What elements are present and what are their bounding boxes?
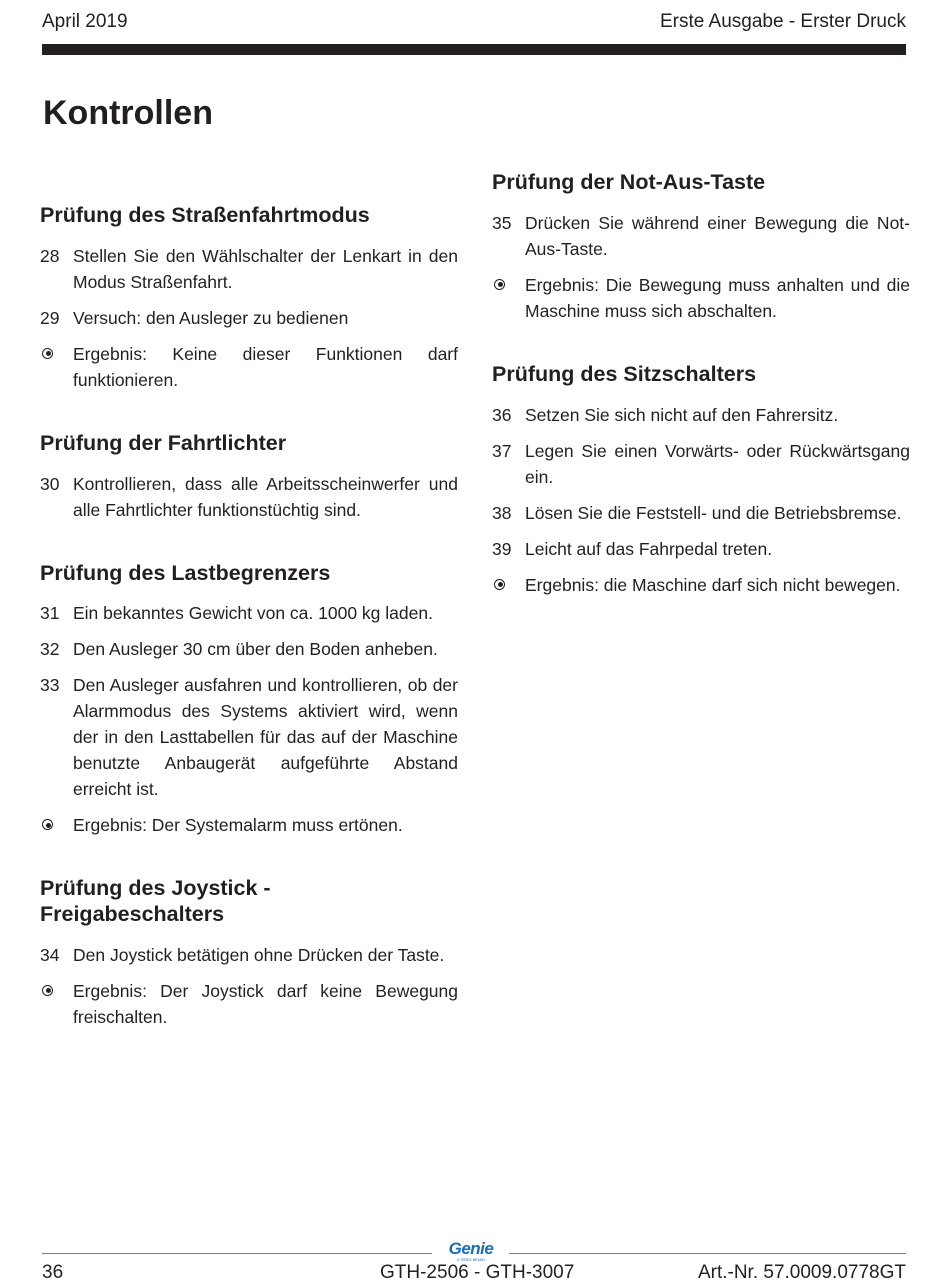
step-text: Versuch: den Ausleger zu bedienen: [73, 307, 349, 328]
list-item: [492, 438, 910, 490]
list-item: [40, 636, 458, 662]
result-bullet-icon: [492, 572, 525, 598]
result-text: Ergebnis: Keine dieser Funktionen darf funktionieren.: [73, 343, 458, 390]
logo-wordmark: Genie: [448, 1239, 494, 1258]
section-sitzschalter: [492, 362, 910, 598]
result-bullet-icon: [40, 812, 73, 838]
list-item: [492, 536, 910, 562]
section-strassenfahrtmodus: [40, 203, 458, 393]
list-item: [492, 402, 910, 428]
step-number: 38: [492, 502, 512, 523]
section-heading: Prüfung der Fahrtlichter: [40, 430, 287, 455]
list-item: [40, 600, 458, 626]
step-text: Den Ausleger ausfahren und kontrollieren, ob der Alarmmodus des Systems aktiviert wird, wenn der in den Lasttabellen für das auf der Maschine benutzte Anbaugerät aufgeführte Abstand erreicht ist.: [73, 675, 458, 800]
result-item: [40, 341, 458, 393]
step-text: Setzen Sie sich nicht auf den Fahrersitz.: [525, 404, 839, 425]
list-item: [40, 305, 458, 331]
section-not-aus-taste: [492, 170, 910, 324]
list-item: [492, 500, 910, 526]
footer-models: GTH-2506 - GTH-3007: [380, 1262, 575, 1283]
result-item: [40, 978, 458, 1030]
result-item: [492, 572, 910, 598]
result-text: Ergebnis: die Maschine darf sich nicht bewegen.: [525, 574, 901, 595]
result-bullet-icon: [40, 341, 73, 393]
logo-subtext: A TEREX BRAND: [457, 1258, 485, 1262]
step-number: 30: [40, 473, 60, 494]
step-number: 29: [40, 307, 60, 328]
page-number: 36: [42, 1262, 64, 1283]
section-heading: Prüfung der Not-Aus-Taste: [492, 170, 766, 194]
section-lastbegrenzer: [40, 561, 458, 839]
step-number: 32: [40, 639, 60, 660]
step-number: 37: [492, 440, 512, 461]
step-text: Den Ausleger 30 cm über den Boden anheben.: [73, 639, 438, 660]
result-text: Ergebnis: Der Systemalarm muss ertönen.: [73, 815, 403, 836]
footer-rule-left: [42, 1253, 432, 1254]
step-text: Lösen Sie die Feststell- und die Betriebsbremse.: [525, 502, 902, 523]
step-text: Den Joystick betätigen ohne Drücken der Taste.: [73, 944, 445, 965]
header-edition: Erste Ausgabe - Erster Druck: [659, 11, 906, 32]
list-item: [40, 471, 458, 523]
left-column: [40, 203, 458, 1068]
result-item: [40, 812, 458, 838]
result-text: Ergebnis: Die Bewegung muss anhalten und die Maschine muss sich abschalten.: [525, 274, 910, 321]
page-title: Kontrollen: [43, 94, 213, 132]
footer-rule-right: [509, 1253, 906, 1254]
step-number: 39: [492, 538, 512, 559]
section-heading: Prüfung des Straßenfahrtmodus: [40, 203, 370, 227]
section-joystick-freigabeschalter: [40, 876, 458, 1030]
result-bullet-icon: [40, 978, 73, 1030]
section-fahrtlichter: [40, 431, 458, 523]
list-item: [40, 243, 458, 295]
footer-part-number: Art.-Nr. 57.0009.0778GT: [697, 1262, 906, 1283]
result-bullet-icon: [492, 272, 525, 324]
step-text: Leicht auf das Fahrpedal treten.: [525, 538, 773, 559]
step-number: 36: [492, 404, 512, 425]
step-number: 34: [40, 944, 60, 965]
section-heading: Prüfung des Lastbegrenzers: [40, 560, 331, 585]
section-heading: Prüfung des Joystick - Freigabeschalters: [40, 876, 271, 927]
step-number: 28: [40, 245, 60, 266]
step-text: Legen Sie einen Vorwärts- oder Rückwärtsgang ein.: [525, 440, 910, 487]
result-item: [492, 272, 910, 324]
step-text: Ein bekanntes Gewicht von ca. 1000 kg laden.: [73, 603, 433, 624]
right-column: [492, 170, 910, 636]
step-text: Kontrollieren, dass alle Arbeitsscheinwerfer und alle Fahrtlichter funktionstüchtig sind.: [73, 473, 458, 520]
header-date: April 2019: [42, 11, 128, 32]
section-heading: Prüfung des Sitzschalters: [492, 361, 757, 386]
list-item: [40, 672, 458, 802]
step-number: 31: [40, 603, 60, 624]
step-text: Drücken Sie während einer Bewegung die Not-Aus-Taste.: [525, 212, 910, 259]
step-number: 35: [492, 212, 512, 233]
list-item: [40, 942, 458, 968]
result-text: Ergebnis: Der Joystick darf keine Bewegung freischalten.: [73, 980, 458, 1027]
step-number: 33: [40, 675, 60, 696]
step-text: Stellen Sie den Wählschalter der Lenkart in den Modus Straßenfahrt.: [73, 245, 458, 292]
list-item: [492, 210, 910, 262]
header-rule: [42, 44, 906, 55]
